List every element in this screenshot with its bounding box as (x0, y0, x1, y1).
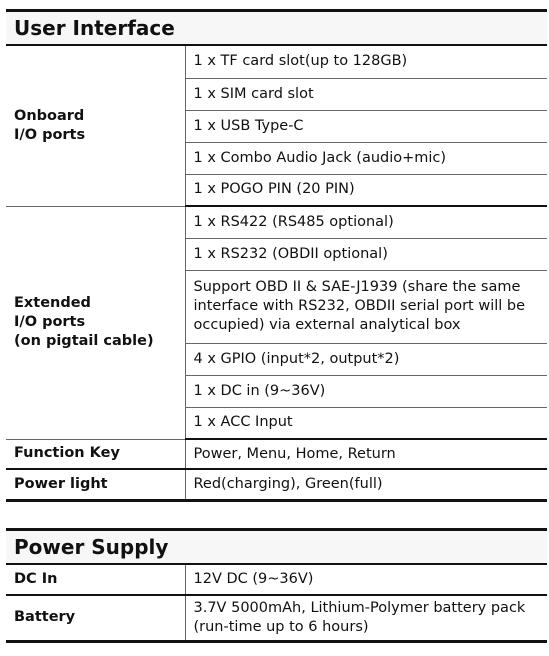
power-supply-section (6, 528, 547, 643)
onboard-item-sim-card: 1 x SIM card slot (185, 78, 547, 110)
onboard-item-audio-jack: 1 x Combo Audio Jack (audio+mic) (185, 142, 547, 174)
table-row (6, 206, 547, 238)
power-light-value: Red(charging), Green(full) (185, 469, 547, 500)
table-row (6, 439, 547, 469)
function-key-value: Power, Menu, Home, Return (185, 439, 547, 469)
user-interface-section (6, 9, 547, 502)
dc-in-value: 12V DC (9~36V) (185, 565, 547, 595)
onboard-item-usb: 1 x USB Type-C (185, 110, 547, 142)
extended-item-rs232: 1 x RS232 (OBDII optional) (185, 238, 547, 270)
power-supply-title: Power Supply (6, 528, 547, 565)
table-row (6, 46, 547, 78)
onboard-io-label (6, 46, 185, 206)
extended-io-label-line1: Extended (14, 295, 91, 311)
extended-item-acc-input: 1 x ACC Input (185, 407, 547, 439)
table-row (6, 595, 547, 641)
extended-io-label-line2: I/O ports (14, 314, 86, 330)
extended-item-rs422: 1 x RS422 (RS485 optional) (185, 206, 547, 238)
battery-label: Battery (6, 595, 185, 641)
table-row (6, 565, 547, 595)
extended-io-label-line3: (on pigtail cable) (14, 333, 154, 349)
onboard-item-pogo-pin: 1 x POGO PIN (20 PIN) (185, 174, 547, 206)
user-interface-table (6, 46, 547, 502)
extended-item-dc-in: 1 x DC in (9~36V) (185, 375, 547, 407)
extended-item-gpio: 4 x GPIO (input*2, output*2) (185, 343, 547, 375)
power-supply-table (6, 565, 547, 643)
table-row (6, 469, 547, 500)
dc-in-label: DC In (6, 565, 185, 595)
function-key-label: Function Key (6, 439, 185, 469)
power-light-label: Power light (6, 469, 185, 500)
onboard-io-label-line2: I/O ports (14, 126, 86, 143)
onboard-item-tf-card: 1 x TF card slot(up to 128GB) (185, 46, 547, 78)
onboard-io-label-line1: Onboard (14, 107, 85, 124)
extended-item-obd: Support OBD II & SAE-J1939 (share the same interface with RS232, OBDII serial port will be occupied) via external analytical box (185, 270, 547, 343)
extended-io-label (6, 206, 185, 439)
user-interface-title: User Interface (6, 9, 547, 46)
battery-value: 3.7V 5000mAh, Lithium-Polymer battery pack (run-time up to 6 hours) (185, 595, 547, 641)
